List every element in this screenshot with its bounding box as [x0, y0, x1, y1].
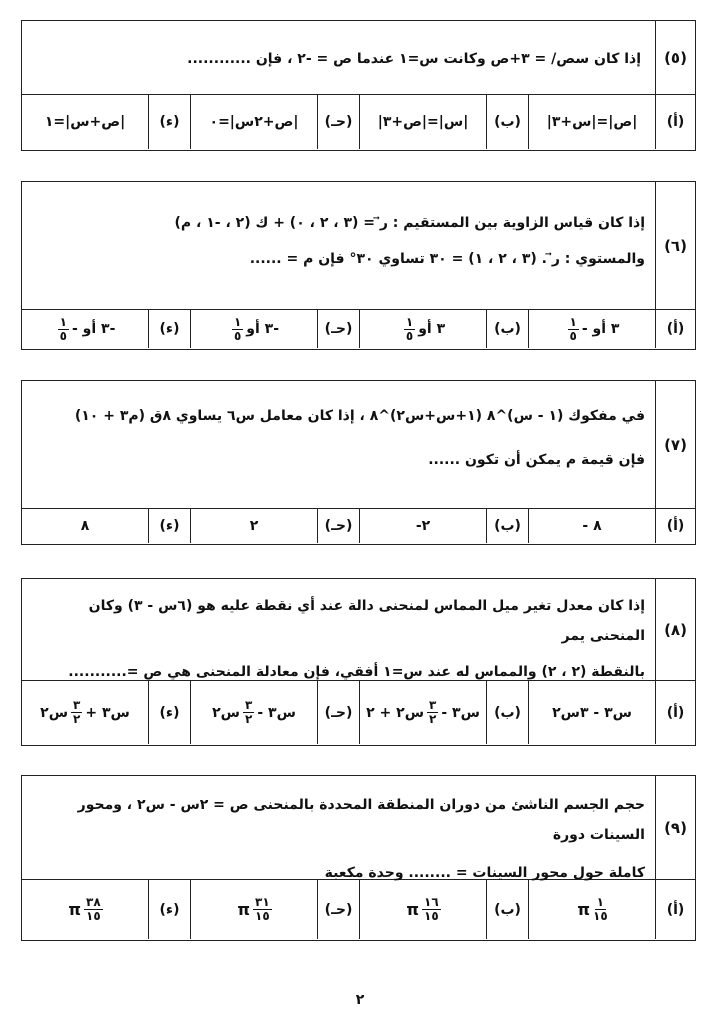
fraction — [593, 896, 608, 923]
choice-a[interactable] — [528, 880, 655, 939]
fraction-denominator: ٥ — [569, 328, 577, 343]
question-6-text — [22, 182, 655, 309]
fraction — [243, 699, 254, 726]
fraction-numerator: ٣ — [245, 698, 253, 712]
question-9 — [21, 775, 696, 941]
choice-b[interactable]: ٢- — [359, 509, 486, 543]
page-number: ٢ — [355, 992, 365, 1008]
question-6-line-1: إذا كان قياس الزاوية بين المستقيم : ر⃗ = (٣ ، ٢ ، ٠) + ك (٢ ، -١ ، م) — [174, 215, 645, 231]
fraction — [422, 896, 441, 923]
question-8-line-2: بالنقطة (٢ ، ٢) والمماس له عند س=١ أفقي، فإن معادلة المنحنى هي ص =........... — [68, 664, 645, 680]
question-6-number: (٦) — [655, 182, 695, 309]
choice-d-post: س٢ — [40, 704, 69, 721]
pi-symbol: π — [237, 900, 250, 919]
question-5-text — [22, 21, 655, 94]
fraction — [84, 896, 103, 923]
fraction-numerator: ٣٨ — [86, 895, 101, 909]
question-8-text — [22, 579, 655, 680]
choice-label-a[interactable]: (أ) — [655, 509, 695, 543]
choice-a[interactable]: |ص|=|س+٣| — [528, 95, 655, 149]
choice-label-b[interactable]: (ب) — [486, 95, 528, 149]
choice-d[interactable] — [22, 310, 148, 348]
question-7-line-2: فإن قيمة م يمكن أن تكون ...... — [428, 452, 645, 468]
choice-b-text: ٣ أو — [418, 321, 446, 337]
choice-c[interactable] — [190, 310, 317, 348]
fraction — [71, 699, 82, 726]
choice-b[interactable] — [359, 681, 486, 744]
choice-a[interactable]: ٨ - — [528, 509, 655, 543]
choice-label-c[interactable]: (حـ) — [317, 95, 359, 149]
choice-c[interactable] — [190, 681, 317, 744]
question-5-stem: إذا كان سص/ = ٣+ص وكانت س=١ عندما ص = -٢ ، فإن ............ — [187, 50, 641, 67]
choice-b[interactable] — [359, 310, 486, 348]
fraction-denominator: ١٥ — [86, 909, 101, 923]
choice-c[interactable] — [190, 880, 317, 939]
fraction-denominator: ٢ — [73, 712, 81, 726]
choice-d[interactable]: ٨ — [80, 518, 90, 534]
pi-symbol: π — [406, 900, 419, 919]
choice-d[interactable] — [22, 880, 148, 939]
choice-a[interactable]: س٣ - ٣س٢ — [528, 681, 655, 744]
fraction-denominator: ٢ — [429, 712, 437, 726]
fraction-denominator: ١٥ — [593, 909, 608, 923]
answer-row-9 — [22, 880, 695, 939]
choice-d[interactable]: |ص+س|=١ — [44, 114, 126, 130]
question-5 — [21, 20, 696, 151]
choice-label-d[interactable]: (ء) — [148, 509, 190, 543]
choice-d-pre: س٣ + — [85, 704, 130, 721]
fraction-denominator: ٢ — [245, 712, 253, 726]
question-6 — [21, 181, 696, 350]
fraction — [232, 316, 243, 343]
choice-a-text: ٣ أو - — [581, 321, 620, 337]
answer-row-6 — [22, 310, 695, 348]
choice-b-pre: س٣ - — [441, 704, 480, 721]
question-8-line-1: إذا كان معدل تغير ميل المماس لمنحنى دالة عند أي نقطة عليه هو (٦س - ٣) وكان المنحنى يمر — [88, 598, 645, 644]
answer-row-8 — [22, 681, 695, 744]
choice-label-d[interactable]: (ء) — [148, 310, 190, 348]
fraction-numerator: ١ — [569, 314, 577, 329]
choice-label-b[interactable]: (ب) — [486, 310, 528, 348]
answer-row-5 — [22, 95, 695, 149]
answer-row-7 — [22, 509, 695, 543]
choice-b[interactable] — [359, 880, 486, 939]
choice-label-a[interactable]: (أ) — [655, 880, 695, 939]
choice-label-c[interactable]: (حـ) — [317, 681, 359, 744]
choice-label-d[interactable]: (ء) — [148, 880, 190, 939]
pi-symbol: π — [68, 900, 81, 919]
question-9-number: (٩) — [655, 776, 695, 879]
fraction-denominator: ١٥ — [424, 909, 439, 923]
question-8-number: (٨) — [655, 579, 695, 680]
choice-label-a[interactable]: (أ) — [655, 95, 695, 149]
choice-d[interactable] — [22, 681, 148, 744]
fraction-denominator: ٥ — [405, 328, 414, 343]
choice-c-pre: س٣ - — [257, 704, 296, 721]
fraction-numerator: ١ — [233, 314, 242, 329]
question-9-text — [22, 776, 655, 879]
fraction — [253, 896, 272, 923]
fraction-numerator: ١ — [596, 895, 604, 909]
fraction-denominator: ٥ — [233, 328, 242, 343]
choice-label-c[interactable]: (حـ) — [317, 310, 359, 348]
question-5-number: (٥) — [655, 21, 695, 94]
question-7 — [21, 380, 696, 545]
question-8 — [21, 578, 696, 746]
fraction-numerator: ٣ — [73, 698, 81, 712]
choice-label-d[interactable]: (ء) — [148, 681, 190, 744]
choice-c[interactable]: |ص+٢س|=٠ — [190, 95, 317, 149]
choice-label-a[interactable]: (أ) — [655, 310, 695, 348]
question-6-line-2: والمستوي : ر⃗ . (٣ ، ٢ ، ١) = ٣٠ تساوي ٣٠° فإن م = ...... — [249, 251, 645, 267]
choice-label-b[interactable]: (ب) — [486, 880, 528, 939]
choice-label-a[interactable]: (أ) — [655, 681, 695, 744]
choice-c[interactable]: ٢ — [190, 509, 317, 543]
fraction — [58, 316, 69, 343]
question-7-text — [22, 381, 655, 508]
choice-b[interactable]: |س|=|ص+٣| — [359, 95, 486, 149]
fraction-numerator: ١ — [59, 314, 67, 329]
choice-b-post: س٢ + ٢ — [366, 704, 425, 721]
fraction-denominator: ١٥ — [255, 909, 270, 923]
choice-label-c[interactable]: (حـ) — [317, 509, 359, 543]
choice-label-b[interactable]: (ب) — [486, 509, 528, 543]
choice-c-text: -٣ أو — [246, 321, 280, 337]
pi-symbol: π — [577, 900, 590, 919]
choice-label-c[interactable]: (حـ) — [317, 880, 359, 939]
question-7-line-1: في مفكوك (١ - س)^٨ (١+س+س٢)^٨ ، إذا كان معامل س٦ يساوي ٨ق (م٣ + ١٠) — [74, 408, 645, 424]
choice-label-d[interactable]: (ء) — [148, 95, 190, 149]
choice-d-text: -٣ أو - — [71, 321, 116, 337]
fraction-numerator: ٣ — [429, 698, 437, 712]
fraction-denominator: ٥ — [59, 328, 67, 343]
question-9-line-2: كاملة حول محور السينات = ........ وحدة مكعبة — [324, 865, 645, 881]
question-7-number: (٧) — [655, 381, 695, 508]
choice-a[interactable] — [528, 310, 655, 348]
fraction-numerator: ٣١ — [255, 895, 270, 909]
fraction — [568, 316, 579, 343]
fraction-numerator: ١ — [405, 314, 414, 329]
choice-c-post: س٢ — [212, 704, 240, 721]
question-9-line-1: حجم الجسم الناشئ من دوران المنطقة المحددة بالمنحنى ص = ٢س - س٢ ، ومحور السينات دورة — [77, 797, 645, 843]
fraction-numerator: ١٦ — [424, 895, 439, 909]
fraction — [404, 316, 415, 343]
choice-label-b[interactable]: (ب) — [486, 681, 528, 744]
fraction — [427, 699, 438, 726]
